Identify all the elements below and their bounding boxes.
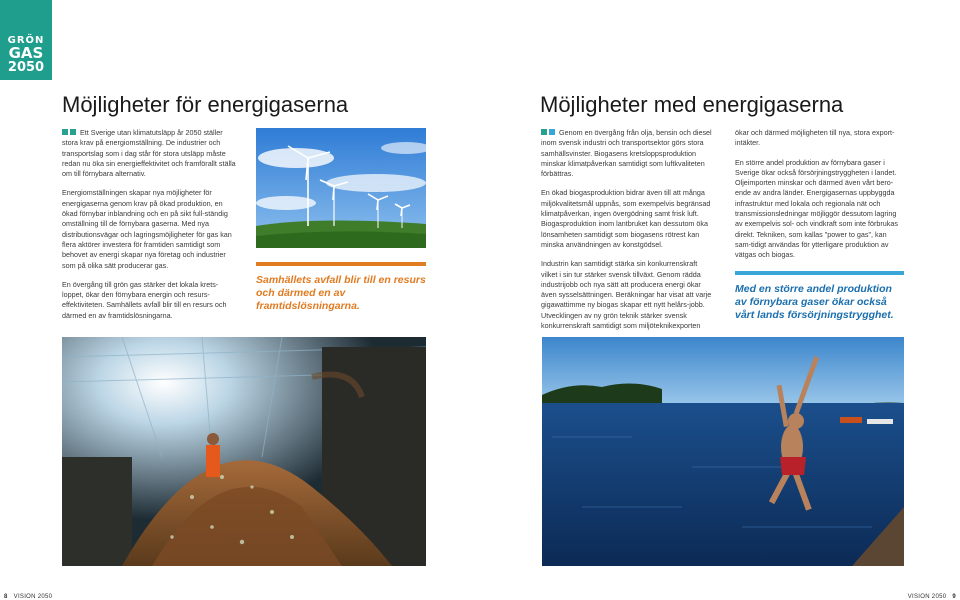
paragraph (62, 128, 238, 179)
left-text-column (62, 128, 238, 330)
footer-label: VISION 2050 (13, 594, 53, 600)
page-number: 8 (4, 594, 8, 600)
right-text-column-2 (735, 128, 901, 270)
grongas-logo (0, 0, 52, 80)
left-page-title: Möjligheter för energigaserna (62, 92, 349, 117)
paragraph-text: Genom en övergång från olja, bensin och diesel inom svensk industri och transportsektor görs stora samhällsvinster. Biogasens kretsloppsproduktion minskar klimatpåverkan samtidigt som luftkvaliteten förbättras. (541, 128, 712, 179)
left-footer (4, 594, 52, 600)
logo-line-2: GAS (8, 44, 44, 62)
paragraph: Industrin kan samtidigt stärka sin konkurrenskraft vilket i sin tur stärker svensk tillväxt. Genom rädda industrijobb och nya sätt att producera energi ökar även sysselsättningen. Beräkningar har visat att varje gigawattimme ny biogas skapar ett nytt helårs-jobb. Utvecklingen av ny grön teknik stärker svensk konkurrenskraft samtidigt som miljöteknikexporten (541, 259, 712, 331)
blue-divider (735, 271, 904, 275)
logo-line-1: GRÖN (7, 35, 45, 46)
compost-waste-photo (62, 337, 426, 566)
left-pull-quote: Samhällets avfall blir till en resurs och därmed en av framtidslösningarna. (256, 274, 426, 312)
blue-square-icon (549, 129, 555, 135)
right-footer (908, 594, 956, 600)
paragraph: Energiomställningen skapar nya möjligheter för energigaserna genom krav på ökad produktion, en ökad förnybar inblandning och en på sikt full-ständig omställning till de förnybara gaserna. Med nya distributionsvägar och lagringsmöjligheter för gas kan flera aktörer investera för framtiden samtidigt som behovet av energi skapar nya företag och industrier som på olika sätt producerar gas. (62, 188, 232, 270)
teal-square-icon (70, 129, 76, 135)
paragraph-text: Ett Sverige utan klimatutsläpp år 2050 ställer stora krav på energiomställning. De industrier och transportslag som i dag står för stora utsläpp måste redan nu öka sin energieffektivitet och framförallt ställa om till förnybara alternativ. (62, 128, 236, 179)
right-text-column-1 (541, 128, 713, 340)
paragraph (541, 128, 713, 179)
footer-label: VISION 2050 (907, 594, 947, 600)
paragraph: En större andel produktion av förnybara gaser i Sverige ökar också försörjningstryggheten i landet. Oljeimporten minskar och därmed även vårt bero-ende av andra länder. Energigasernas uppbyggda infrastruktur med lokala och regionala nät och transmissionsledningar möjliggör dessutom lagring av exempelvis sol- och vindkraft som inte förbrukas direkt. Tekniken, som kallas "power to gas", kan sam-tidigt användas för ytterligare produktion av vätgas och biogas. (735, 157, 898, 260)
teal-square-icon (62, 129, 68, 135)
paragraph: ökar och därmed möjligheten till nya, stora export-intäkter. (735, 128, 895, 148)
logo-line-3: 2050 (7, 60, 45, 75)
wind-turbines-photo (256, 128, 426, 248)
boy-jumping-into-sea-photo (542, 337, 904, 566)
right-page-title: Möjligheter med energigaserna (540, 92, 844, 117)
right-pull-quote: Med en större andel produktion av förnybara gaser ökar också vårt lands försörjningstrygghet. (735, 283, 894, 321)
paragraph: En ökad biogasproduktion bidrar även till att många miljökvalitetsmål uppnås, som exempelvis begränsad klimatpåverkan, ingen övergödning samt frisk luft. Biogasproduktion inom lantbruket kan dessutom öka lönsamheten samtidigt som biogasens rötrest kan minska användningen av konstgödsel. (541, 188, 711, 249)
page-number: 9 (952, 594, 956, 600)
orange-divider (256, 262, 426, 266)
teal-square-icon (541, 129, 547, 135)
paragraph: En övergång till grön gas stärker det lokala krets-loppet, ökar den förnybara energin och resurs-effektiviteten. Samhällets avfall blir till en resurs och därmed en av framtidslösningarna. (62, 279, 227, 320)
